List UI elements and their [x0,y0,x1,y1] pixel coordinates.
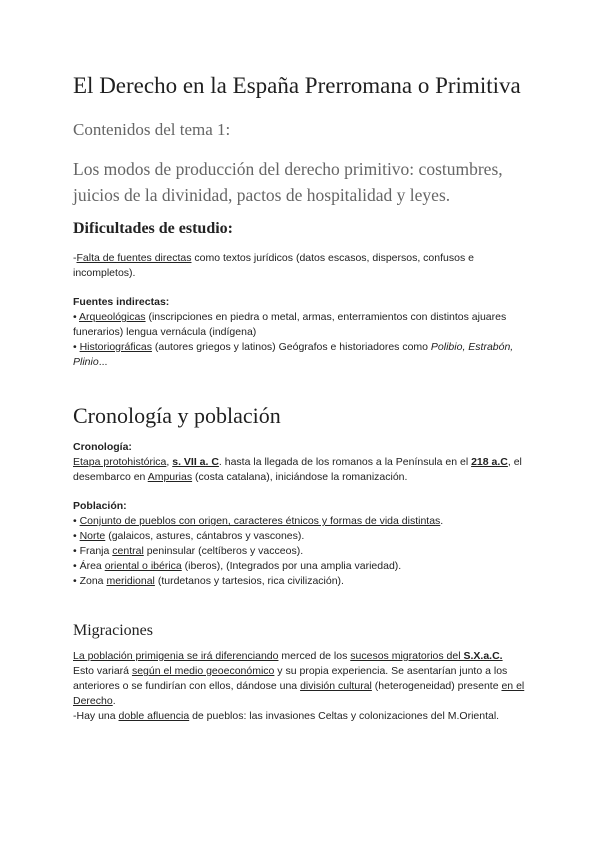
medio-term: según el medio geoeconómico [131,665,275,677]
central-desc: peninsular (celtíberos y vacceos). [143,545,304,557]
variara-text: Esto variará [73,665,132,677]
poblacion-heading: Población: [73,500,127,512]
cronologia-text2: , el desembarco en [73,456,522,483]
division-term: división cultural [300,680,372,692]
fuentes-item-arqueologicas [73,310,533,340]
zona-pre: Zona [79,575,107,587]
falta-fuentes-link: Falta de fuentes directas [76,252,192,264]
franja-pre: Franja [79,545,113,557]
meridional-term: meridional [106,575,155,587]
dificultades-rest: como textos jurídicos (datos escasos, dispersos, confusos e incompletos). [73,252,474,279]
invasiones-text: de pueblos: las invasiones Celtas y colonizaciones del M.Oriental. [189,710,500,722]
contents-text: Los modos de producción del derecho primitivo: costumbres, juicios de la divinidad, pactos de hospitalidad y leyes. [73,159,503,205]
fuentes-heading: Fuentes indirectas: [73,296,170,308]
norte-term: Norte [79,530,106,542]
migraciones-line3 [73,709,533,724]
cronologia-text3: (costa catalana), iniciándose la romanización. [192,471,408,483]
bullet: • [73,341,80,353]
poblacion-item: • Franja central peninsular (celtíberos y vacceos). [73,545,304,557]
poblacion-item: • Zona meridional (turdetanos y tartesios, rica civilización). [73,575,344,587]
arqueologicas-desc: (inscripciones en piedra o metal, armas, enterramientos con distintos ajuares funerarios) lengua vernácula (indígena) [73,311,507,338]
contents-label: Contenidos del tema 1: [73,120,231,139]
migraciones-section [73,649,533,724]
sucesos-term: sucesos migratorios del [350,650,464,662]
sxac-term: S.X.a.C. [463,650,503,662]
page-title: El Derecho en la España Prerromana o Primitiva [73,73,521,98]
central-term: central [112,545,144,557]
hay-una-text: -Hay una [73,710,119,722]
period: . [440,515,444,527]
dash: - [73,252,77,264]
cronologia-subheading: Cronología: [73,441,132,453]
derecho-term: en el Derecho [73,680,525,707]
comma: , [166,456,173,468]
authors-italic: Polibio, Estrabón, Plinio [73,341,514,368]
arqueologicas-term: Arqueológicas [79,311,146,323]
oriental-desc: (iberos), (Integrados por una amplia variedad). [181,560,402,572]
poblacion-item: • Área oriental o ibérica (iberos), (Integrados por una amplia variedad). [73,560,402,572]
dificultades-heading: Dificultades de estudio: [73,220,233,237]
year-term: 218 a.C [471,456,508,468]
migraciones-paragraph [73,664,533,709]
norte-desc: (galaicos, astures, cántabros y vascones). [105,530,305,542]
area-pre: Área [79,560,105,572]
poblacion-primigenia-term: La población primigenia se irá diferenciando [73,650,279,662]
meridional-desc: (turdetanos y tartesios, rica civilización). [154,575,344,587]
bullet: • [73,311,80,323]
migraciones-line1 [73,649,533,664]
fuentes-item-historiograficas [73,340,533,370]
cronologia-text1: . hasta la llegada de los romanos a la Península en el [218,456,472,468]
siglo-term: s. VII a. C [172,456,219,468]
historiograficas-desc: (autores griegos y latinos) Geógrafos e historiadores como [151,341,431,353]
ellipsis: ... [98,356,108,368]
poblacion-item: • Norte (galaicos, astures, cántabros y vascones). [73,530,305,542]
heterogeneidad-text: (heterogeneidad) presente [371,680,502,692]
cronologia-heading: Cronología y población [73,403,281,428]
poblacion-item: • Conjunto de pueblos con origen, caracteres étnicos y formas de vida distintas. [73,515,444,527]
historiograficas-term: Historiográficas [79,341,152,353]
asentarian-text: y su propia experiencia. Se asentarían junto a los anteriores o se fundirían con ellos, dándose una [73,665,508,692]
etapa-term: Etapa protohistórica [73,456,167,468]
cronologia-paragraph [73,455,533,485]
merced-text: merced de los [278,650,351,662]
doble-afluencia-term: doble afluencia [118,710,190,722]
cronologia-section [73,440,533,485]
fuentes-section [73,295,533,370]
period: . [112,695,116,707]
poblacion-section [73,499,533,589]
ampurias-term: Ampurias [147,471,193,483]
oriental-term: oriental o ibérica [104,560,182,572]
conjunto-term: Conjunto de pueblos con origen, caracteres étnicos y formas de vida distintas [79,515,441,527]
dificultades-paragraph [73,251,533,281]
migraciones-heading: Migraciones [73,622,153,639]
